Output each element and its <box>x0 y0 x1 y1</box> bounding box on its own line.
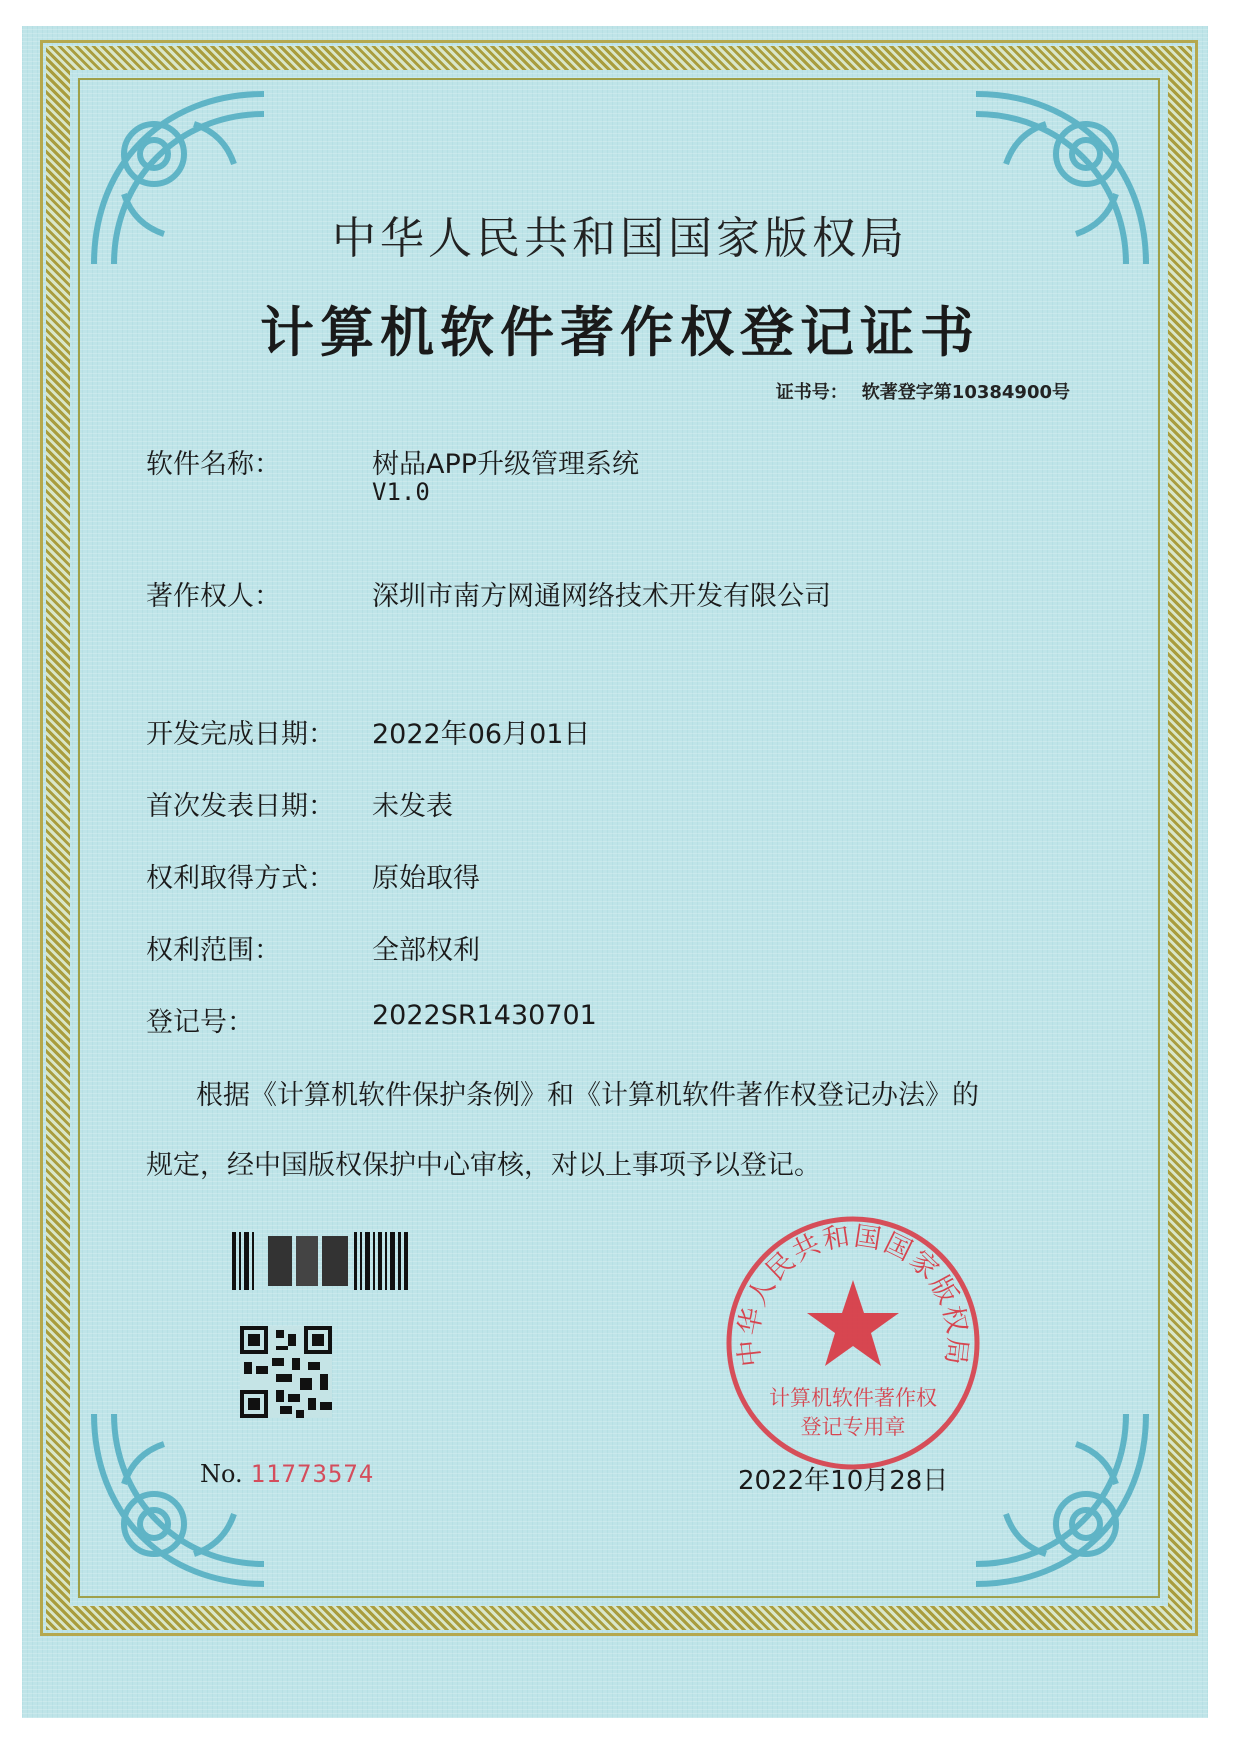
scope-value: 全部权利 <box>372 935 480 966</box>
acquire-method-label: 权利取得方式： <box>146 863 335 894</box>
dev-complete-label: 开发完成日期： <box>146 719 335 750</box>
statement-line-1: 根据《计算机软件保护条例》和《计算机软件著作权登记办法》的 <box>196 1080 979 1111</box>
dev-complete-value: 2022年06月01日 <box>372 719 591 750</box>
field-registration-number <box>146 1000 597 1039</box>
corner-ornament-icon <box>84 1404 274 1594</box>
issue-date: 2022年10月28日 <box>738 1466 949 1496</box>
qr-code-icon <box>240 1326 332 1418</box>
field-first-publish-date <box>146 784 453 823</box>
official-seal <box>720 1210 986 1476</box>
issuing-authority: 中华人民共和国国家版权局 <box>332 213 908 264</box>
serial-label: No. <box>200 1460 243 1488</box>
reg-no-label: 登记号： <box>146 1007 254 1038</box>
software-name-value: 树品APP升级管理系统 <box>372 449 640 480</box>
seal-line-2: 登记专用章 <box>800 1415 906 1439</box>
field-rights-scope <box>146 928 480 967</box>
software-version-value: V1.0 <box>372 478 430 506</box>
statement-line-2: 规定，经中国版权保护中心审核，对以上事项予以登记。 <box>146 1150 821 1181</box>
star-icon <box>807 1280 899 1366</box>
first-publish-value: 未发表 <box>372 791 453 822</box>
first-publish-label: 首次发表日期： <box>146 791 335 822</box>
copyright-owner-label: 著作权人： <box>146 581 281 612</box>
seal-ring-text: 中华人民共和国国家版权局 <box>733 1220 973 1369</box>
field-acquire-method <box>146 856 480 895</box>
acquire-method-value: 原始取得 <box>372 863 480 894</box>
certificate-number <box>776 378 1070 404</box>
field-software-name <box>146 442 640 506</box>
certificate-number-value: 软著登字第10384900号 <box>861 382 1070 403</box>
corner-ornament-icon <box>966 1404 1156 1594</box>
field-dev-complete-date <box>146 712 591 751</box>
reg-no-value: 2022SR1430701 <box>372 1000 597 1031</box>
field-copyright-owner <box>146 574 831 613</box>
serial-value: 11773574 <box>250 1460 375 1488</box>
software-name-label: 软件名称： <box>146 449 281 480</box>
scope-label: 权利范围： <box>146 935 281 966</box>
serial-number <box>200 1460 374 1488</box>
certificate-number-label: 证书号： <box>775 382 848 403</box>
barcode-icon <box>232 1232 408 1290</box>
certificate-title: 计算机软件著作权登记证书 <box>260 300 980 364</box>
copyright-owner-value: 深圳市南方网通网络技术开发有限公司 <box>372 581 831 612</box>
seal-line-1: 计算机软件著作权 <box>769 1386 937 1410</box>
